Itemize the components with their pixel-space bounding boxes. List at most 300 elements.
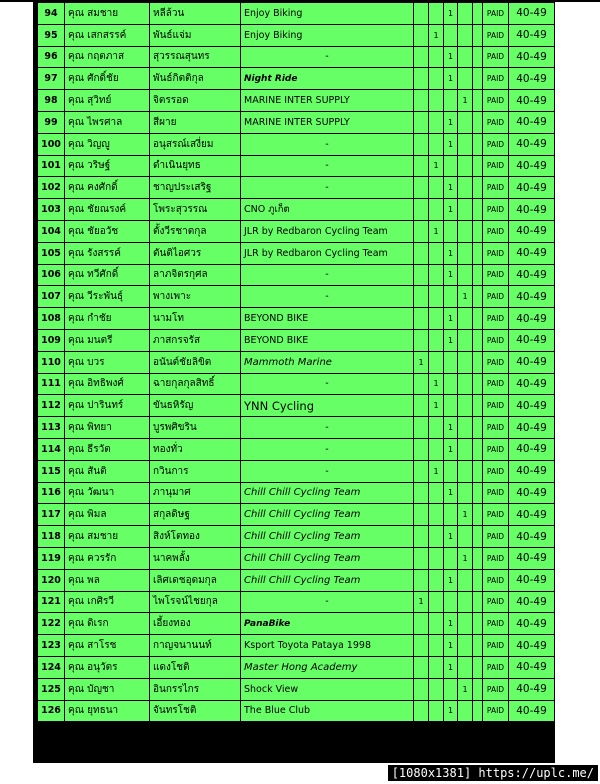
category-mark-cell bbox=[414, 504, 429, 526]
category-mark-cell: 1 bbox=[458, 678, 473, 700]
table-row bbox=[38, 678, 555, 700]
team-name: PanaBike bbox=[241, 613, 414, 635]
age-group: 40-49 bbox=[509, 656, 555, 678]
row-number: 115 bbox=[38, 460, 65, 482]
first-name-cell bbox=[65, 569, 150, 591]
name-prefix: คุณ bbox=[68, 487, 84, 499]
category-mark-cell bbox=[458, 329, 473, 351]
spacer-cell bbox=[473, 395, 483, 417]
category-mark-cell: 1 bbox=[444, 46, 458, 68]
last-name: ลาภจิตรกุศล bbox=[150, 264, 241, 286]
category-mark-cell: 1 bbox=[444, 308, 458, 330]
name-prefix: คุณ bbox=[68, 51, 84, 63]
name-prefix: คุณ bbox=[68, 640, 84, 651]
name-prefix: คุณ bbox=[68, 116, 84, 128]
age-group: 40-49 bbox=[509, 199, 555, 221]
team-name: - bbox=[241, 46, 414, 68]
name-prefix: คุณ bbox=[68, 596, 84, 608]
category-mark-cell bbox=[429, 526, 444, 548]
spacer-cell bbox=[473, 46, 483, 68]
category-mark-cell bbox=[444, 591, 458, 613]
row-number: 106 bbox=[38, 264, 65, 286]
age-group: 40-49 bbox=[509, 46, 555, 68]
name-prefix: คุณ bbox=[68, 705, 84, 717]
last-name: บูรพศิขริน bbox=[150, 417, 241, 439]
table-row bbox=[38, 482, 555, 504]
spacer-cell bbox=[473, 373, 483, 395]
first-name: มนตรี bbox=[87, 334, 113, 346]
row-number: 107 bbox=[38, 286, 65, 308]
spacer-cell bbox=[473, 177, 483, 199]
category-mark-cell bbox=[414, 438, 429, 460]
team-name: JLR by Redbaron Cycling Team bbox=[241, 242, 414, 264]
row-number: 119 bbox=[38, 547, 65, 569]
spacer-cell bbox=[473, 591, 483, 613]
table-row bbox=[38, 199, 555, 221]
category-mark-cell bbox=[429, 656, 444, 678]
first-name: บวร bbox=[87, 356, 105, 368]
first-name-cell bbox=[65, 700, 150, 722]
row-number: 120 bbox=[38, 569, 65, 591]
category-mark-cell bbox=[414, 3, 429, 25]
category-mark-cell bbox=[414, 569, 429, 591]
payment-status: PAID bbox=[483, 373, 509, 395]
team-name: JLR by Redbaron Cycling Team bbox=[241, 220, 414, 242]
team-name: Chill Chill Cycling Team bbox=[241, 547, 414, 569]
first-name-cell bbox=[65, 242, 150, 264]
name-prefix: คุณ bbox=[68, 334, 84, 346]
age-group: 40-49 bbox=[509, 155, 555, 177]
first-name-cell bbox=[65, 155, 150, 177]
team-name: YNN Cycling bbox=[241, 395, 414, 417]
category-mark-cell bbox=[429, 68, 444, 90]
first-name-cell bbox=[65, 678, 150, 700]
team-name: Chill Chill Cycling Team bbox=[241, 482, 414, 504]
category-mark-cell: 1 bbox=[458, 547, 473, 569]
payment-status: PAID bbox=[483, 155, 509, 177]
first-name: กำชัย bbox=[87, 313, 112, 325]
last-name: แดงโชติ bbox=[150, 656, 241, 678]
spacer-cell bbox=[473, 3, 483, 25]
name-prefix: คุณ bbox=[68, 378, 84, 390]
last-name: ชาญประเสริฐ bbox=[150, 177, 241, 199]
first-name-cell bbox=[65, 133, 150, 155]
category-mark-cell bbox=[414, 613, 429, 635]
team-name: - bbox=[241, 286, 414, 308]
payment-status: PAID bbox=[483, 46, 509, 68]
last-name: พางเพาะ bbox=[150, 286, 241, 308]
spacer-cell bbox=[473, 24, 483, 46]
category-mark-cell bbox=[414, 308, 429, 330]
age-group: 40-49 bbox=[509, 308, 555, 330]
first-name: อิทธิพงศ์ bbox=[87, 378, 124, 390]
first-name: รังสรรค์ bbox=[87, 247, 121, 259]
table-row bbox=[38, 24, 555, 46]
first-name-cell bbox=[65, 395, 150, 417]
category-mark-cell: 1 bbox=[444, 329, 458, 351]
row-number: 124 bbox=[38, 656, 65, 678]
last-name: ฉายกุลกุลสิทธิ์ bbox=[150, 373, 241, 395]
category-mark-cell: 1 bbox=[444, 656, 458, 678]
team-name: - bbox=[241, 264, 414, 286]
name-prefix: คุณ bbox=[68, 465, 84, 477]
category-mark-cell: 1 bbox=[429, 373, 444, 395]
team-name: - bbox=[241, 460, 414, 482]
category-mark-cell: 1 bbox=[444, 242, 458, 264]
team-name: Mammoth Marine bbox=[241, 351, 414, 373]
table-row bbox=[38, 308, 555, 330]
category-mark-cell bbox=[414, 526, 429, 548]
name-prefix: คุณ bbox=[68, 400, 84, 412]
age-group: 40-49 bbox=[509, 373, 555, 395]
category-mark-cell bbox=[414, 286, 429, 308]
table-row bbox=[38, 351, 555, 373]
age-group: 40-49 bbox=[509, 417, 555, 439]
category-mark-cell: 1 bbox=[444, 613, 458, 635]
spacer-cell bbox=[473, 111, 483, 133]
age-group: 40-49 bbox=[509, 569, 555, 591]
team-name: Chill Chill Cycling Team bbox=[241, 569, 414, 591]
age-group: 40-49 bbox=[509, 635, 555, 657]
category-mark-cell bbox=[458, 460, 473, 482]
category-mark-cell bbox=[414, 329, 429, 351]
first-name: วีระพันธุ์ bbox=[87, 291, 124, 303]
last-name: ขันธหิรัญ bbox=[150, 395, 241, 417]
category-mark-cell bbox=[444, 460, 458, 482]
name-prefix: คุณ bbox=[68, 313, 84, 325]
first-name-cell bbox=[65, 460, 150, 482]
first-name-cell bbox=[65, 3, 150, 25]
last-name: ไพโรจน์ไชยกุล bbox=[150, 591, 241, 613]
team-name: - bbox=[241, 417, 414, 439]
payment-status: PAID bbox=[483, 635, 509, 657]
category-mark-cell bbox=[414, 417, 429, 439]
payment-status: PAID bbox=[483, 417, 509, 439]
spacer-cell bbox=[473, 482, 483, 504]
last-name: ดำเนินยุทธ bbox=[150, 155, 241, 177]
category-mark-cell: 1 bbox=[429, 220, 444, 242]
last-name: พันธ์แจ่ม bbox=[150, 24, 241, 46]
table-row bbox=[38, 417, 555, 439]
table-row bbox=[38, 220, 555, 242]
spacer-cell bbox=[473, 199, 483, 221]
category-mark-cell bbox=[444, 395, 458, 417]
category-mark-cell: 1 bbox=[458, 504, 473, 526]
age-group: 40-49 bbox=[509, 264, 555, 286]
spacer-cell bbox=[473, 220, 483, 242]
category-mark-cell bbox=[458, 569, 473, 591]
age-group: 40-49 bbox=[509, 24, 555, 46]
category-mark-cell: 1 bbox=[444, 3, 458, 25]
row-number: 94 bbox=[38, 3, 65, 25]
table-row bbox=[38, 613, 555, 635]
payment-status: PAID bbox=[483, 286, 509, 308]
payment-status: PAID bbox=[483, 504, 509, 526]
category-mark-cell bbox=[414, 460, 429, 482]
category-mark-cell bbox=[429, 286, 444, 308]
spacer-cell bbox=[473, 613, 483, 635]
category-mark-cell bbox=[429, 417, 444, 439]
payment-status: PAID bbox=[483, 111, 509, 133]
age-group: 40-49 bbox=[509, 591, 555, 613]
category-mark-cell bbox=[458, 68, 473, 90]
spacer-cell bbox=[473, 242, 483, 264]
category-mark-cell bbox=[429, 111, 444, 133]
last-name: สีผาย bbox=[150, 111, 241, 133]
first-name: วิญญู bbox=[87, 138, 110, 150]
table-row bbox=[38, 133, 555, 155]
spacer-cell bbox=[473, 155, 483, 177]
row-number: 126 bbox=[38, 700, 65, 722]
category-mark-cell bbox=[458, 591, 473, 613]
participants-table bbox=[37, 2, 555, 722]
last-name: โพระสุวรรณ bbox=[150, 199, 241, 221]
first-name: พิทยา bbox=[87, 422, 112, 434]
category-mark-cell bbox=[458, 133, 473, 155]
first-name-cell bbox=[65, 613, 150, 635]
row-number: 125 bbox=[38, 678, 65, 700]
row-number: 104 bbox=[38, 220, 65, 242]
category-mark-cell bbox=[458, 111, 473, 133]
last-name: หลีล้วน bbox=[150, 3, 241, 25]
name-prefix: คุณ bbox=[68, 683, 84, 695]
payment-status: PAID bbox=[483, 526, 509, 548]
first-name-cell bbox=[65, 351, 150, 373]
last-name: อนันต์ชัยลิขิต bbox=[150, 351, 241, 373]
team-name: BEYOND BIKE bbox=[241, 308, 414, 330]
category-mark-cell bbox=[429, 351, 444, 373]
payment-status: PAID bbox=[483, 264, 509, 286]
last-name: ภาสกรจรัส bbox=[150, 329, 241, 351]
team-name: - bbox=[241, 373, 414, 395]
first-name: วริษฐ์ bbox=[87, 160, 111, 172]
spacer-cell bbox=[473, 417, 483, 439]
category-mark-cell bbox=[414, 68, 429, 90]
row-number: 109 bbox=[38, 329, 65, 351]
payment-status: PAID bbox=[483, 678, 509, 700]
age-group: 40-49 bbox=[509, 395, 555, 417]
category-mark-cell bbox=[414, 90, 429, 112]
category-mark-cell: 1 bbox=[444, 482, 458, 504]
payment-status: PAID bbox=[483, 133, 509, 155]
spacer-cell bbox=[473, 68, 483, 90]
category-mark-cell: 1 bbox=[444, 264, 458, 286]
team-name: CNO ภูเก็ต bbox=[241, 199, 414, 221]
category-mark-cell bbox=[414, 220, 429, 242]
first-name: สมชาย bbox=[87, 7, 119, 19]
row-number: 110 bbox=[38, 351, 65, 373]
category-mark-cell: 1 bbox=[444, 635, 458, 657]
name-prefix: คุณ bbox=[68, 160, 84, 172]
table-row bbox=[38, 526, 555, 548]
row-number: 98 bbox=[38, 90, 65, 112]
category-mark-cell bbox=[414, 264, 429, 286]
category-mark-cell bbox=[458, 155, 473, 177]
age-group: 40-49 bbox=[509, 111, 555, 133]
table-row bbox=[38, 286, 555, 308]
age-group: 40-49 bbox=[509, 351, 555, 373]
category-mark-cell bbox=[458, 24, 473, 46]
last-name: อินกรรไกร bbox=[150, 678, 241, 700]
last-name: จันทรโชติ bbox=[150, 700, 241, 722]
first-name-cell bbox=[65, 373, 150, 395]
first-name-cell bbox=[65, 329, 150, 351]
payment-status: PAID bbox=[483, 700, 509, 722]
category-mark-cell bbox=[444, 547, 458, 569]
category-mark-cell bbox=[458, 46, 473, 68]
first-name-cell bbox=[65, 482, 150, 504]
spacer-cell bbox=[473, 351, 483, 373]
spacer-cell bbox=[473, 286, 483, 308]
category-mark-cell bbox=[444, 678, 458, 700]
category-mark-cell bbox=[414, 199, 429, 221]
age-group: 40-49 bbox=[509, 329, 555, 351]
payment-status: PAID bbox=[483, 308, 509, 330]
table-row bbox=[38, 111, 555, 133]
row-number: 100 bbox=[38, 133, 65, 155]
category-mark-cell bbox=[414, 24, 429, 46]
spacer-cell bbox=[473, 460, 483, 482]
category-mark-cell: 1 bbox=[444, 199, 458, 221]
last-name: กาญจนานนท์ bbox=[150, 635, 241, 657]
category-mark-cell bbox=[414, 547, 429, 569]
first-name-cell bbox=[65, 526, 150, 548]
name-prefix: คุณ bbox=[68, 356, 84, 368]
spacer-cell bbox=[473, 635, 483, 657]
category-mark-cell: 1 bbox=[414, 351, 429, 373]
category-mark-cell bbox=[429, 242, 444, 264]
category-mark-cell bbox=[458, 242, 473, 264]
spacer-cell bbox=[473, 656, 483, 678]
team-name: - bbox=[241, 177, 414, 199]
first-name-cell bbox=[65, 220, 150, 242]
category-mark-cell bbox=[458, 177, 473, 199]
row-number: 105 bbox=[38, 242, 65, 264]
category-mark-cell bbox=[429, 700, 444, 722]
table-row bbox=[38, 68, 555, 90]
category-mark-cell: 1 bbox=[429, 395, 444, 417]
first-name-cell bbox=[65, 547, 150, 569]
name-prefix: คุณ bbox=[68, 269, 84, 281]
last-name: เอี้ยงทอง bbox=[150, 613, 241, 635]
category-mark-cell bbox=[429, 308, 444, 330]
name-prefix: คุณ bbox=[68, 7, 84, 19]
first-name-cell bbox=[65, 68, 150, 90]
payment-status: PAID bbox=[483, 177, 509, 199]
first-name: บัญชา bbox=[87, 683, 115, 695]
row-number: 123 bbox=[38, 635, 65, 657]
category-mark-cell: 1 bbox=[458, 286, 473, 308]
name-prefix: คุณ bbox=[68, 552, 84, 564]
row-number: 111 bbox=[38, 373, 65, 395]
category-mark-cell: 1 bbox=[444, 569, 458, 591]
category-mark-cell: 1 bbox=[429, 460, 444, 482]
first-name-cell bbox=[65, 308, 150, 330]
payment-status: PAID bbox=[483, 591, 509, 613]
payment-status: PAID bbox=[483, 656, 509, 678]
first-name: อนุวัตร bbox=[87, 661, 118, 673]
first-name: เกศิรวี bbox=[87, 596, 114, 608]
first-name-cell bbox=[65, 24, 150, 46]
first-name: ทวีศักดิ์ bbox=[87, 269, 119, 281]
age-group: 40-49 bbox=[509, 177, 555, 199]
resolution-url-footer: [1080x1381] https://uplc.me/ bbox=[388, 765, 598, 781]
spacer-cell bbox=[473, 308, 483, 330]
team-name: Chill Chill Cycling Team bbox=[241, 504, 414, 526]
last-name: นาคพลั้ง bbox=[150, 547, 241, 569]
category-mark-cell bbox=[414, 133, 429, 155]
name-prefix: คุณ bbox=[68, 73, 84, 85]
spacer-cell bbox=[473, 264, 483, 286]
team-name: - bbox=[241, 133, 414, 155]
spacer-cell bbox=[473, 133, 483, 155]
category-mark-cell bbox=[458, 308, 473, 330]
row-number: 116 bbox=[38, 482, 65, 504]
category-mark-cell bbox=[429, 547, 444, 569]
first-name: สันติ bbox=[87, 465, 107, 477]
table-row bbox=[38, 700, 555, 722]
category-mark-cell bbox=[414, 482, 429, 504]
last-name: พันธ์กิตติกุล bbox=[150, 68, 241, 90]
category-mark-cell: 1 bbox=[429, 155, 444, 177]
category-mark-cell bbox=[414, 373, 429, 395]
spacer-cell bbox=[473, 504, 483, 526]
category-mark-cell bbox=[458, 526, 473, 548]
category-mark-cell bbox=[414, 111, 429, 133]
name-prefix: คุณ bbox=[68, 291, 84, 303]
first-name-cell bbox=[65, 90, 150, 112]
table-row bbox=[38, 177, 555, 199]
category-mark-cell bbox=[429, 90, 444, 112]
payment-status: PAID bbox=[483, 547, 509, 569]
category-mark-cell bbox=[458, 700, 473, 722]
team-name: BEYOND BIKE bbox=[241, 329, 414, 351]
row-number: 102 bbox=[38, 177, 65, 199]
last-name: สุวรรณสุนทร bbox=[150, 46, 241, 68]
last-name: เลิศเดชอุดมกุล bbox=[150, 569, 241, 591]
team-name: Chill Chill Cycling Team bbox=[241, 526, 414, 548]
first-name-cell bbox=[65, 286, 150, 308]
first-name: พิมล bbox=[87, 509, 107, 521]
payment-status: PAID bbox=[483, 199, 509, 221]
name-prefix: คุณ bbox=[68, 509, 84, 521]
name-prefix: คุณ bbox=[68, 182, 84, 194]
table-row bbox=[38, 591, 555, 613]
category-mark-cell bbox=[414, 155, 429, 177]
category-mark-cell bbox=[429, 133, 444, 155]
table-row bbox=[38, 90, 555, 112]
first-name: ชัยณรงค์ bbox=[87, 204, 127, 216]
category-mark-cell bbox=[429, 3, 444, 25]
category-mark-cell bbox=[458, 3, 473, 25]
age-group: 40-49 bbox=[509, 3, 555, 25]
first-name: สาโรช bbox=[87, 640, 117, 651]
category-mark-cell bbox=[458, 635, 473, 657]
category-mark-cell bbox=[458, 613, 473, 635]
last-name: นามโท bbox=[150, 308, 241, 330]
table-row bbox=[38, 635, 555, 657]
team-name: Enjoy Biking bbox=[241, 3, 414, 25]
team-name: MARINE INTER SUPPLY bbox=[241, 111, 414, 133]
age-group: 40-49 bbox=[509, 68, 555, 90]
first-name: ปารินทร์ bbox=[87, 400, 124, 412]
name-prefix: คุณ bbox=[68, 204, 84, 216]
category-mark-cell bbox=[458, 656, 473, 678]
payment-status: PAID bbox=[483, 90, 509, 112]
payment-status: PAID bbox=[483, 220, 509, 242]
category-mark-cell bbox=[458, 199, 473, 221]
name-prefix: คุณ bbox=[68, 531, 84, 543]
